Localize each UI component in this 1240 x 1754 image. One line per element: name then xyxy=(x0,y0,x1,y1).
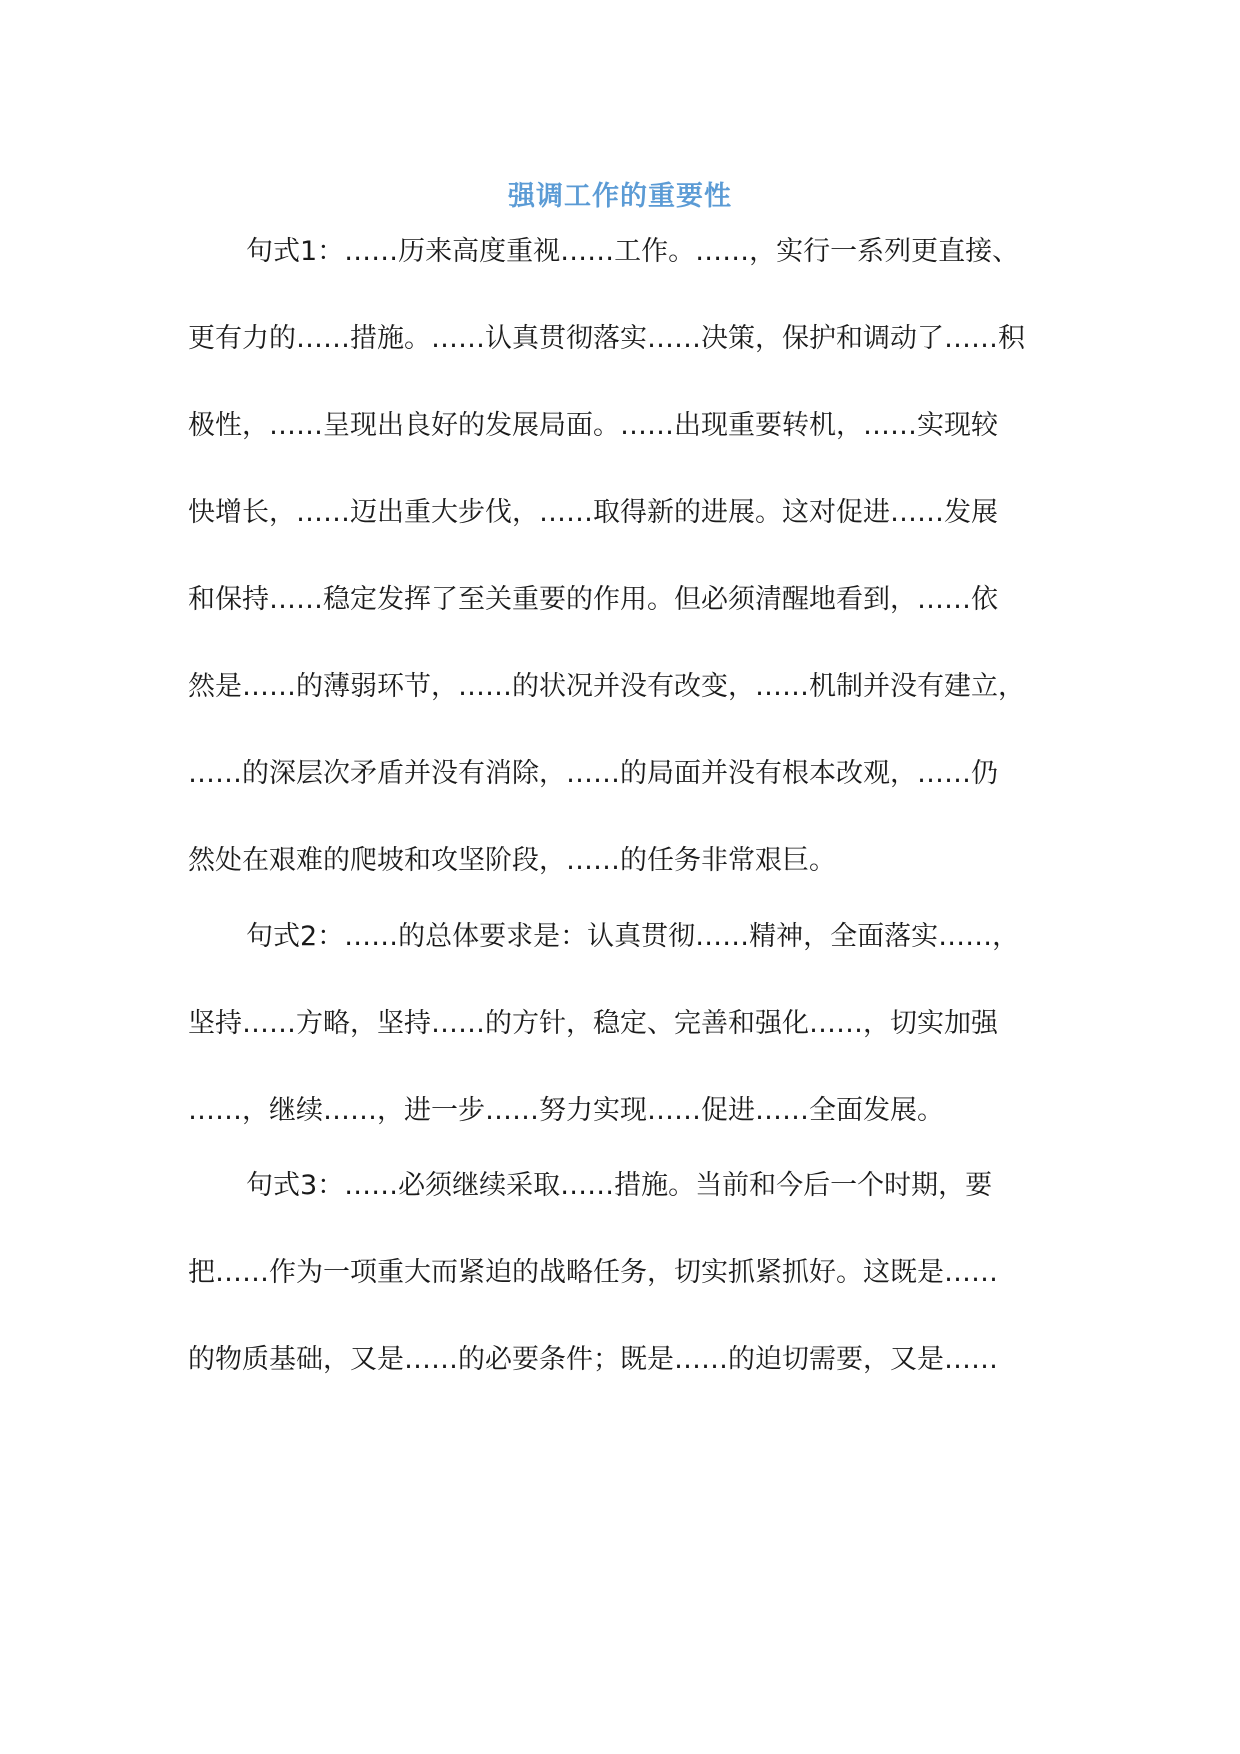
paragraph-1-line-1: 句式1：……历来高度重视……工作。……，实行一系列更直接、 xyxy=(246,236,1020,267)
paragraph-3-line-1: 句式3：……必须继续采取……措施。当前和今后一个时期，要 xyxy=(246,1170,993,1201)
paragraph-1-line-6: 然是……的薄弱环节，……的状况并没有改变，……机制并没有建立， xyxy=(188,671,1025,702)
paragraph-2-line-3: ……，继续……，进一步……努力实现……促进……全面发展。 xyxy=(188,1095,944,1126)
paragraph-1-line-3: 极性，……呈现出良好的发展局面。……出现重要转机，……实现较 xyxy=(188,410,998,441)
paragraph-3-line-3: 的物质基础，又是……的必要条件；既是……的迫切需要，又是…… xyxy=(188,1344,998,1375)
paragraph-2-line-2: 坚持……方略，坚持……的方针，稳定、完善和强化……，切实加强 xyxy=(188,1008,998,1039)
paragraph-1-line-8: 然处在艰难的爬坡和攻坚阶段，……的任务非常艰巨。 xyxy=(188,845,836,876)
paragraph-1-line-4: 快增长，……迈出重大步伐，……取得新的进展。这对促进……发展 xyxy=(188,497,998,528)
paragraph-3-line-2: 把……作为一项重大而紧迫的战略任务，切实抓紧抓好。这既是…… xyxy=(188,1257,998,1288)
paragraph-1-line-2: 更有力的……措施。……认真贯彻落实……决策，保护和调动了……积 xyxy=(188,323,1025,354)
paragraph-2-line-1: 句式2：……的总体要求是：认真贯彻……精神，全面落实……， xyxy=(246,921,1020,952)
page-title: 强调工作的重要性 xyxy=(508,181,732,212)
paragraph-1-line-5: 和保持……稳定发挥了至关重要的作用。但必须清醒地看到，……依 xyxy=(188,584,998,615)
paragraph-1-line-7: ……的深层次矛盾并没有消除，……的局面并没有根本改观，……仍 xyxy=(188,758,998,789)
